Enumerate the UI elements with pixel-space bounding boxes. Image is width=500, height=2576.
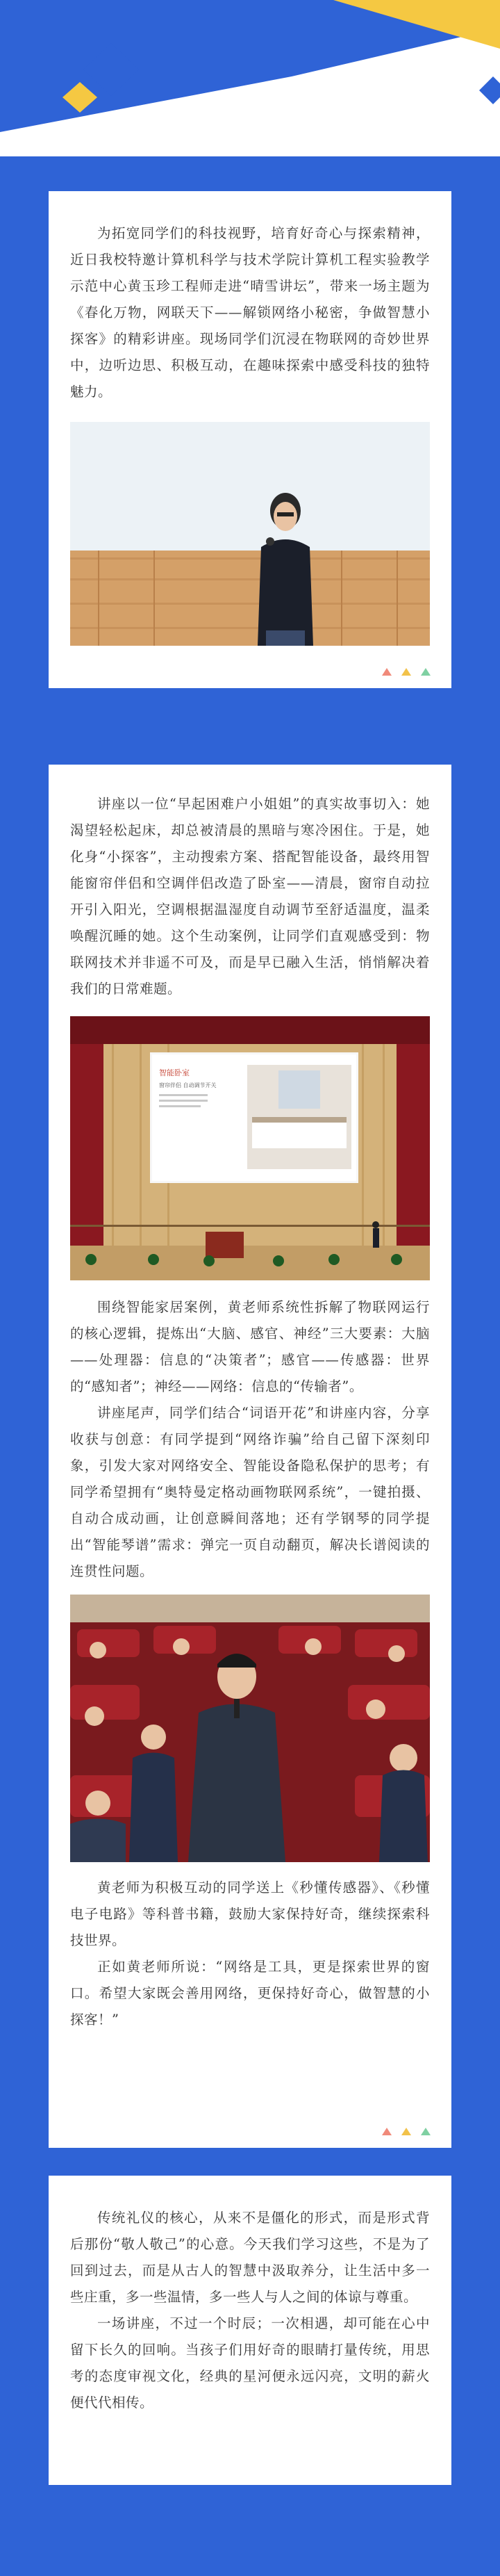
triangle-icon: [382, 668, 392, 676]
triangle-icon: [401, 2128, 411, 2135]
story-paragraph: 讲座以一位“早起困难户小姐姐”的真实故事切入：她渴望轻松起床，却总被清晨的黑暗与寒冷困住。于是，她化身“小探客”，主动搜索方案、搭配智能设备，最终用智能窗帘伴侣和空调伴侣改造了卧室——清晨，窗帘自动拉开引入阳光，空调根据温湿度自动调节至舒适温度，温柔唤醒沉睡的她。这个生动案例，让同学们直观感受到：物联网技术并非遥不可及，而是早已融入生活，悄悄解决着我们的日常难题。: [70, 796, 430, 997]
ideas-paragraph: 讲座尾声，同学们结合“词语开花”和讲座内容，分享收获与创意：有同学提到“网络诈骗”给自己留下深刻印象，引发大家对网络安全、智能设备隐私保护的思考；有同学希望拥有“奥特曼定格动画物联网系统”，一键拍摄、自动合成动画，让创意瞬间落地；还有学钢琴的同学提出“智能琴谱”需求：弹完一页自动翻页，解决长谱阅读的连贯性问题。: [70, 1405, 430, 1579]
lecture-hall-photo: [70, 1016, 430, 1280]
header-decoration: [0, 0, 500, 156]
books-paragraph: 黄老师为积极互动的同学送上《秒懂传感器》、《秒懂电子电路》等科普书籍，鼓励大家保持好奇，继续探索科技世界。: [70, 1880, 430, 1948]
slide-subtitle: 窗帘伴侣 自动调节开关: [159, 1082, 217, 1089]
triangle-icon: [382, 2128, 392, 2135]
logic-paragraph: 围绕智能家居案例，黄老师系统性拆解了物联网运行的核心逻辑，提炼出“大脑、感官、神经”三大要素：大脑——处理器：信息的“决策者”；感官——传感器：世界的“感知者”；神经——网络：信息的“传输者”。: [70, 1299, 430, 1394]
tradition-paragraph: 传统礼仪的核心，从来不是僵化的形式，而是形式背后那份“敬人敬己”的心意。今天我们学习这些，不是为了回到过去，而是从古人的智慧中汲取养分，让生活中多一些庄重，多一些温情，多一些人与人之间的体谅与尊重。: [70, 2210, 430, 2305]
triangle-icon: [401, 668, 411, 676]
footer-band: [0, 2506, 500, 2576]
closing-card: [49, 2176, 451, 2485]
triangle-icon: [421, 2128, 431, 2135]
content-card: [49, 765, 451, 2148]
triangle-decor: [382, 668, 431, 676]
slide-title: 智能卧室: [159, 1068, 190, 1077]
quote-paragraph: 正如黄老师所说：“网络是工具，更是探索世界的窗口。希望大家既会善用网络，更保持好奇心，做智慧的小探客！”: [70, 1959, 430, 2028]
intro-paragraph: 为拓宽同学们的科技视野，培育好奇心与探索精神，近日我校特邀计算机科学与技术学院计算机工程实验教学示范中心黄玉珍工程师走进“晴雪讲坛”，带来一场主题为《春化万物，网联天下——解锁网络小秘密，争做智慧小探客》的精彩讲座。现场同学们沉浸在物联网的奇妙世界中，边听边思、积极互动，在趣味探索中感受科技的独特魅力。: [70, 225, 430, 400]
closing-paragraph: 一场讲座，不过一个时辰；一次相遇，却可能在心中留下长久的回响。当孩子们用好奇的眼睛打量传统，用思考的态度审视文化，经典的星河便永远闪亮，文明的薪火便代代相传。: [70, 2315, 430, 2411]
header-shapes: [0, 0, 500, 156]
intro-card: [49, 191, 451, 688]
triangle-decor: [382, 2128, 431, 2135]
triangle-icon: [421, 668, 431, 676]
lecturer-photo: [70, 422, 430, 646]
students-photo: [70, 1595, 430, 1862]
